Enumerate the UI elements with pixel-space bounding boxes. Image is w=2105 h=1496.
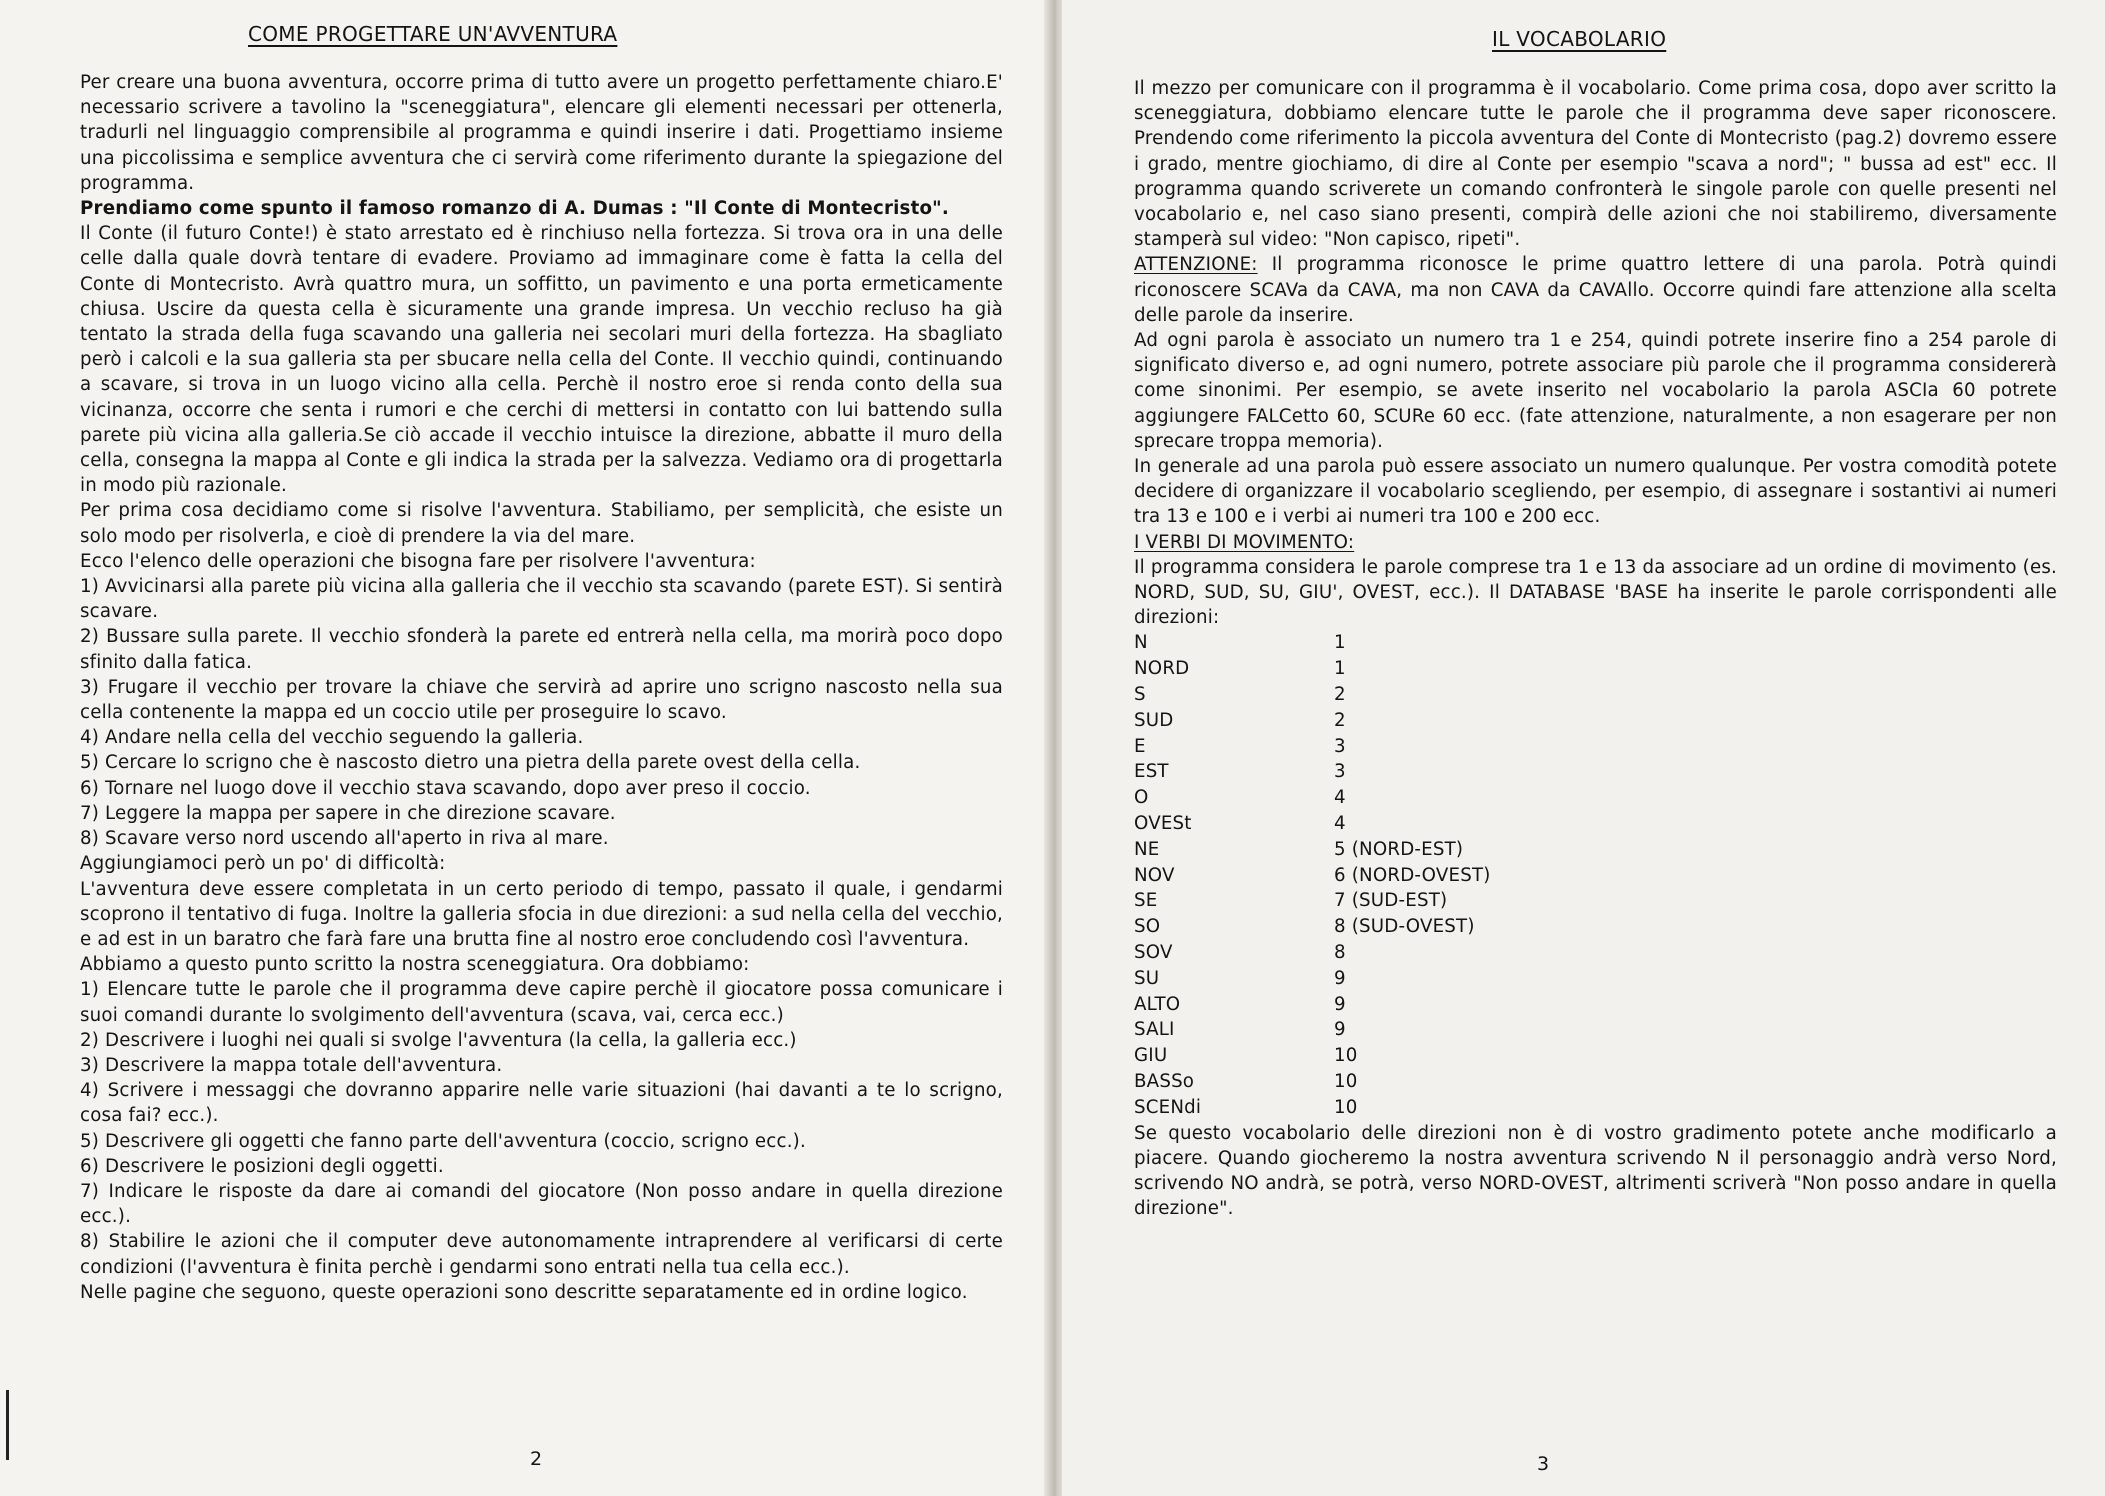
paragraph: L'avventura deve essere completata in un certo periodo di tempo, passato il quale, i gendarmi scoprono il tentativo di fuga. Inoltre la galleria sfocia in due direzioni: a sud nella cella del vecchio, e ad est in un baratro che farà fare una brutta fine al nostro eroe concludendo così l'avventura.	[80, 878, 1003, 950]
paragraph: Il programma considera le parole comprese tra 1 e 13 da associare ad un ordine di movimento (es. NORD, SUD, SU, GIU', OVEST, ecc.). Il DATABASE 'BASE ha inserite le parole corrispondenti alle direzioni:	[1134, 556, 2057, 629]
vocabulary-row	[1134, 656, 2057, 682]
vocabulary-row	[1134, 914, 2057, 940]
vocabulary-row	[1134, 966, 2057, 992]
list-item: 5) Cercare lo scrigno che è nascosto dietro una pietra della parete ovest della cella.	[80, 752, 861, 774]
vocabulary-word: ALTO	[1134, 993, 1181, 1015]
list-item: 7) Indicare le risposte da dare ai comandi del giocatore (Non posso andare in quella direzione ecc.).	[80, 1180, 1003, 1228]
vocabulary-word: SU	[1134, 967, 1160, 989]
page-number-left: 2	[530, 1448, 543, 1470]
vocabulary-number: 9	[1334, 1019, 1346, 1041]
vocabulary-number: 2	[1334, 709, 1346, 731]
right-page	[1062, 0, 2105, 1496]
paragraph: In generale ad una parola può essere associato un numero qualunque. Per vostra comodità potete decidere di organizzare il vocabolario scegliendo, per esempio, di assegnare i sostantivi ai numeri tra 13 e 100 e i verbi ai numeri tra 100 e 200 ecc.	[1134, 456, 2057, 528]
paragraph: Se questo vocabolario delle direzioni non è di vostro gradimento potete anche modificarlo a piacere. Quando giocheremo la nostra avventura scrivendo N il personaggio andrà verso Nord, scrivendo NO andrà, se potrà, verso NORD-OVEST, altrimenti scriverà "Non posso andare in quella direzione".	[1134, 1122, 2057, 1220]
vocabulary-row	[1134, 1069, 2057, 1095]
paragraph: Il mezzo per comunicare con il programma è il vocabolario. Come prima cosa, dopo aver scritto la sceneggiatura, dobbiamo elencare tutte le parole che il programma deve saper riconoscere. Prendendo come riferimento la piccola avventura del Conte di Montecristo (pag.2) dovremo essere i grado, mentre giochiamo, di dire al Conte per esempio "scava a nord"; " bussa ad est" ecc. Il programma quando scriverete un comando confronterà le singole parole con quelle presenti nel vocabolario e, nel caso siano presenti, compirà delle azioni che noi stabiliremo, diversamente stamperà sul video: "Non capisco, ripeti".	[1134, 78, 2057, 251]
vocabulary-number: 10	[1334, 1071, 1358, 1093]
vocabulary-number: 3	[1334, 735, 1346, 757]
vocabulary-word: SO	[1134, 916, 1161, 938]
vocabulary-row	[1134, 630, 2057, 656]
vocabulary-word: SOV	[1134, 942, 1173, 964]
paragraph: Ad ogni parola è associato un numero tra 1 e 254, quindi potrete inserire fino a 254 parole di significato diverso e, ad ogni numero, potrete associare più parole che il programma considererà come sinonimi. Per esempio, se avete inserito nel vocabolario la parola ASCIa 60 potrete aggiungere FALCetto 60, SCURe 60 ecc. (fate attenzione, naturalmente, a non esagerare per non sprecare troppa memoria).	[1134, 330, 2057, 452]
vocabulary-number: 2	[1334, 684, 1346, 706]
vocabulary-number: 3	[1334, 761, 1346, 783]
vocabulary-row	[1134, 888, 2057, 914]
vocabulary-word: S	[1134, 684, 1146, 706]
vocabulary-word: SUD	[1134, 709, 1174, 731]
page-title-left: COME PROGETTARE UN'AVVENTURA	[248, 22, 618, 46]
paragraph: Per creare una buona avventura, occorre prima di tutto avere un progetto perfettamente chiaro.E' necessario scrivere a tavolino la "sceneggiatura", elencare gli elementi necessari per ottenerla, tradurli nel linguaggio comprensibile al programma e quindi inserire i dati. Progettiamo insieme una piccolissima e semplice avventura che ci servirà come riferimento durante la spiegazione del programma.	[80, 72, 1003, 194]
vocabulary-word: O	[1134, 787, 1149, 809]
paragraph: Aggiungiamoci però un po' di difficoltà:	[80, 853, 446, 875]
list-item: 4) Andare nella cella del vecchio seguendo la galleria.	[80, 727, 584, 749]
vocabulary-word: SE	[1134, 890, 1158, 912]
list-item: 1) Elencare tutte le parole che il programma deve capire perchè il giocatore possa comunicare i suoi comandi durante lo svolgimento dell'avventura (scava, vai, cerca ecc.)	[80, 979, 1003, 1026]
paragraph: Ecco l'elenco delle operazioni che bisogna fare per risolvere l'avventura:	[80, 550, 756, 572]
vocabulary-word: OVESt	[1134, 813, 1192, 835]
page-edge-mark	[6, 1390, 9, 1460]
right-text-column	[1134, 76, 2057, 1221]
bold-paragraph: Prendiamo come spunto il famoso romanzo di A. Dumas : "Il Conte di Montecristo".	[80, 198, 949, 220]
list-item: 4) Scrivere i messaggi che dovranno apparire nelle varie situazioni (hai davanti a te lo scrigno, cosa fai? ecc.).	[80, 1080, 1003, 1127]
vocabulary-number: 1	[1334, 658, 1346, 680]
vocabulary-word: NORD	[1134, 658, 1190, 680]
vocabulary-row	[1134, 940, 2057, 966]
list-item: 3) Frugare il vecchio per trovare la chiave che servirà ad aprire uno scrigno nascosto nella sua cella contenente la mappa ed un coccio utile per proseguire lo scavo.	[80, 676, 1003, 724]
attention-label: ATTENZIONE:	[1134, 254, 1258, 276]
list-item: 2) Bussare sulla parete. Il vecchio sfonderà la parete ed entrerà nella cella, ma morirà poco dopo sfinito dalla fatica.	[80, 626, 1003, 673]
vocabulary-number: 8	[1334, 942, 1346, 964]
vocabulary-word: SALI	[1134, 1019, 1175, 1041]
vocabulary-row	[1134, 708, 2057, 734]
vocabulary-number: 10	[1334, 1096, 1358, 1118]
list-item: 1) Avvicinarsi alla parete più vicina alla galleria che il vecchio sta scavando (parete EST). Si sentirà scavare.	[80, 576, 1004, 623]
attention-paragraph	[1134, 252, 2057, 328]
vocabulary-word: NE	[1134, 838, 1160, 860]
vocabulary-number: 10	[1334, 1045, 1358, 1067]
left-text-column	[80, 70, 1003, 1305]
vocabulary-number: 5 (NORD-EST)	[1334, 838, 1464, 860]
vocabulary-row	[1134, 682, 2057, 708]
list-item: 6) Descrivere le posizioni degli oggetti.	[80, 1155, 444, 1177]
vocabulary-row	[1134, 863, 2057, 889]
vocabulary-number: 6 (NORD-OVEST)	[1334, 864, 1491, 886]
vocabulary-row	[1134, 759, 2057, 785]
paragraph: Nelle pagine che seguono, queste operazioni sono descritte separatamente ed in ordine logico.	[80, 1281, 968, 1303]
list-item: 3) Descrivere la mappa totale dell'avventura.	[80, 1054, 503, 1076]
list-item: 8) Scavare verso nord uscendo all'aperto in riva al mare.	[80, 828, 609, 850]
list-item: 7) Leggere la mappa per sapere in che direzione scavare.	[80, 802, 616, 824]
vocabulary-word: EST	[1134, 761, 1169, 783]
vocabulary-word: E	[1134, 735, 1146, 757]
vocabulary-word: N	[1134, 632, 1148, 654]
vocabulary-row	[1134, 837, 2057, 863]
page-number-right: 3	[1537, 1453, 1550, 1475]
vocabulary-row	[1134, 1043, 2057, 1069]
vocabulary-word: SCENdi	[1134, 1096, 1202, 1118]
paragraph: Per prima cosa decidiamo come si risolve l'avventura. Stabiliamo, per semplicità, che esiste un solo modo per risolverla, e cioè di prendere la via del mare.	[80, 500, 1003, 547]
vocabulary-number: 4	[1334, 787, 1346, 809]
vocabulary-number: 4	[1334, 813, 1346, 835]
left-page	[0, 0, 1050, 1496]
vocabulary-row	[1134, 785, 2057, 811]
list-item: 6) Tornare nel luogo dove il vecchio stava scavando, dopo aver preso il coccio.	[80, 777, 811, 799]
list-item: 5) Descrivere gli oggetti che fanno parte dell'avventura (coccio, scrigno ecc.).	[80, 1130, 806, 1152]
vocabulary-table	[1134, 630, 2057, 1120]
list-item: 8) Stabilire le azioni che il computer deve autonomamente intraprendere al verificarsi di certe condizioni (l'avventura è finita perchè i gendarmi sono entrati nella tua cella ecc.).	[80, 1231, 1003, 1278]
vocabulary-row	[1134, 811, 2057, 837]
vocabulary-word: GIU	[1134, 1045, 1168, 1067]
vocabulary-number: 9	[1334, 967, 1346, 989]
vocabulary-row	[1134, 734, 2057, 760]
paragraph: Abbiamo a questo punto scritto la nostra sceneggiatura. Ora dobbiamo:	[80, 954, 750, 976]
vocabulary-word: NOV	[1134, 864, 1175, 886]
attention-text: Il programma riconosce le prime quattro lettere di una parola. Potrà quindi riconoscere SCAVa da CAVA, ma non CAVA da CAVAllo. Occorre quindi fare attenzione alla scelta delle parole da inserire.	[1134, 254, 2057, 326]
vocabulary-row	[1134, 1017, 2057, 1043]
vocabulary-number: 1	[1334, 632, 1346, 654]
vocabulary-number: 9	[1334, 993, 1346, 1015]
vocabulary-word: BASSo	[1134, 1071, 1195, 1093]
section-heading: I VERBI DI MOVIMENTO:	[1134, 531, 1355, 553]
vocabulary-row	[1134, 992, 2057, 1018]
list-item: 2) Descrivere i luoghi nei quali si svolge l'avventura (la cella, la galleria ecc.)	[80, 1029, 797, 1051]
page-title-right: IL VOCABOLARIO	[1492, 27, 1667, 51]
paragraph: Il Conte (il futuro Conte!) è stato arrestato ed è rinchiuso nella fortezza. Si trova ora in una delle celle dalla quale dovrà tentare di evadere. Proviamo ad immaginare come è fatta la cella del Conte di Montecristo. Avrà quattro mura, un soffitto, un pavimento e una porta ermeticamente chiusa. Uscire da questa cella è sicuramente una grande impresa. Un vecchio recluso ha già tentato la strada della fuga scavando una galleria nei secolari muri della fortezza. Ha sbagliato però i calcoli e la sua galleria sta per sbucare nella cella del Conte. Il vecchio quindi, continuando a scavare, si trova in un luogo vicino alla cella. Perchè il nostro eroe si renda conto della sua vicinanza, occorre che senta i rumori e che cerchi di mettersi in contatto con lui battendo sulla parete più vicina alla galleria.Se ciò accade il vecchio intuisce la direzione, abbatte il muro della cella, consegna la mappa al Conte e gli indica la strada per la salvezza. Vediamo ora di progettarla in modo più razionale.	[80, 223, 1003, 497]
vocabulary-number: 7 (SUD-EST)	[1334, 890, 1448, 912]
vocabulary-number: 8 (SUD-OVEST)	[1334, 916, 1475, 938]
vocabulary-row	[1134, 1095, 2057, 1121]
